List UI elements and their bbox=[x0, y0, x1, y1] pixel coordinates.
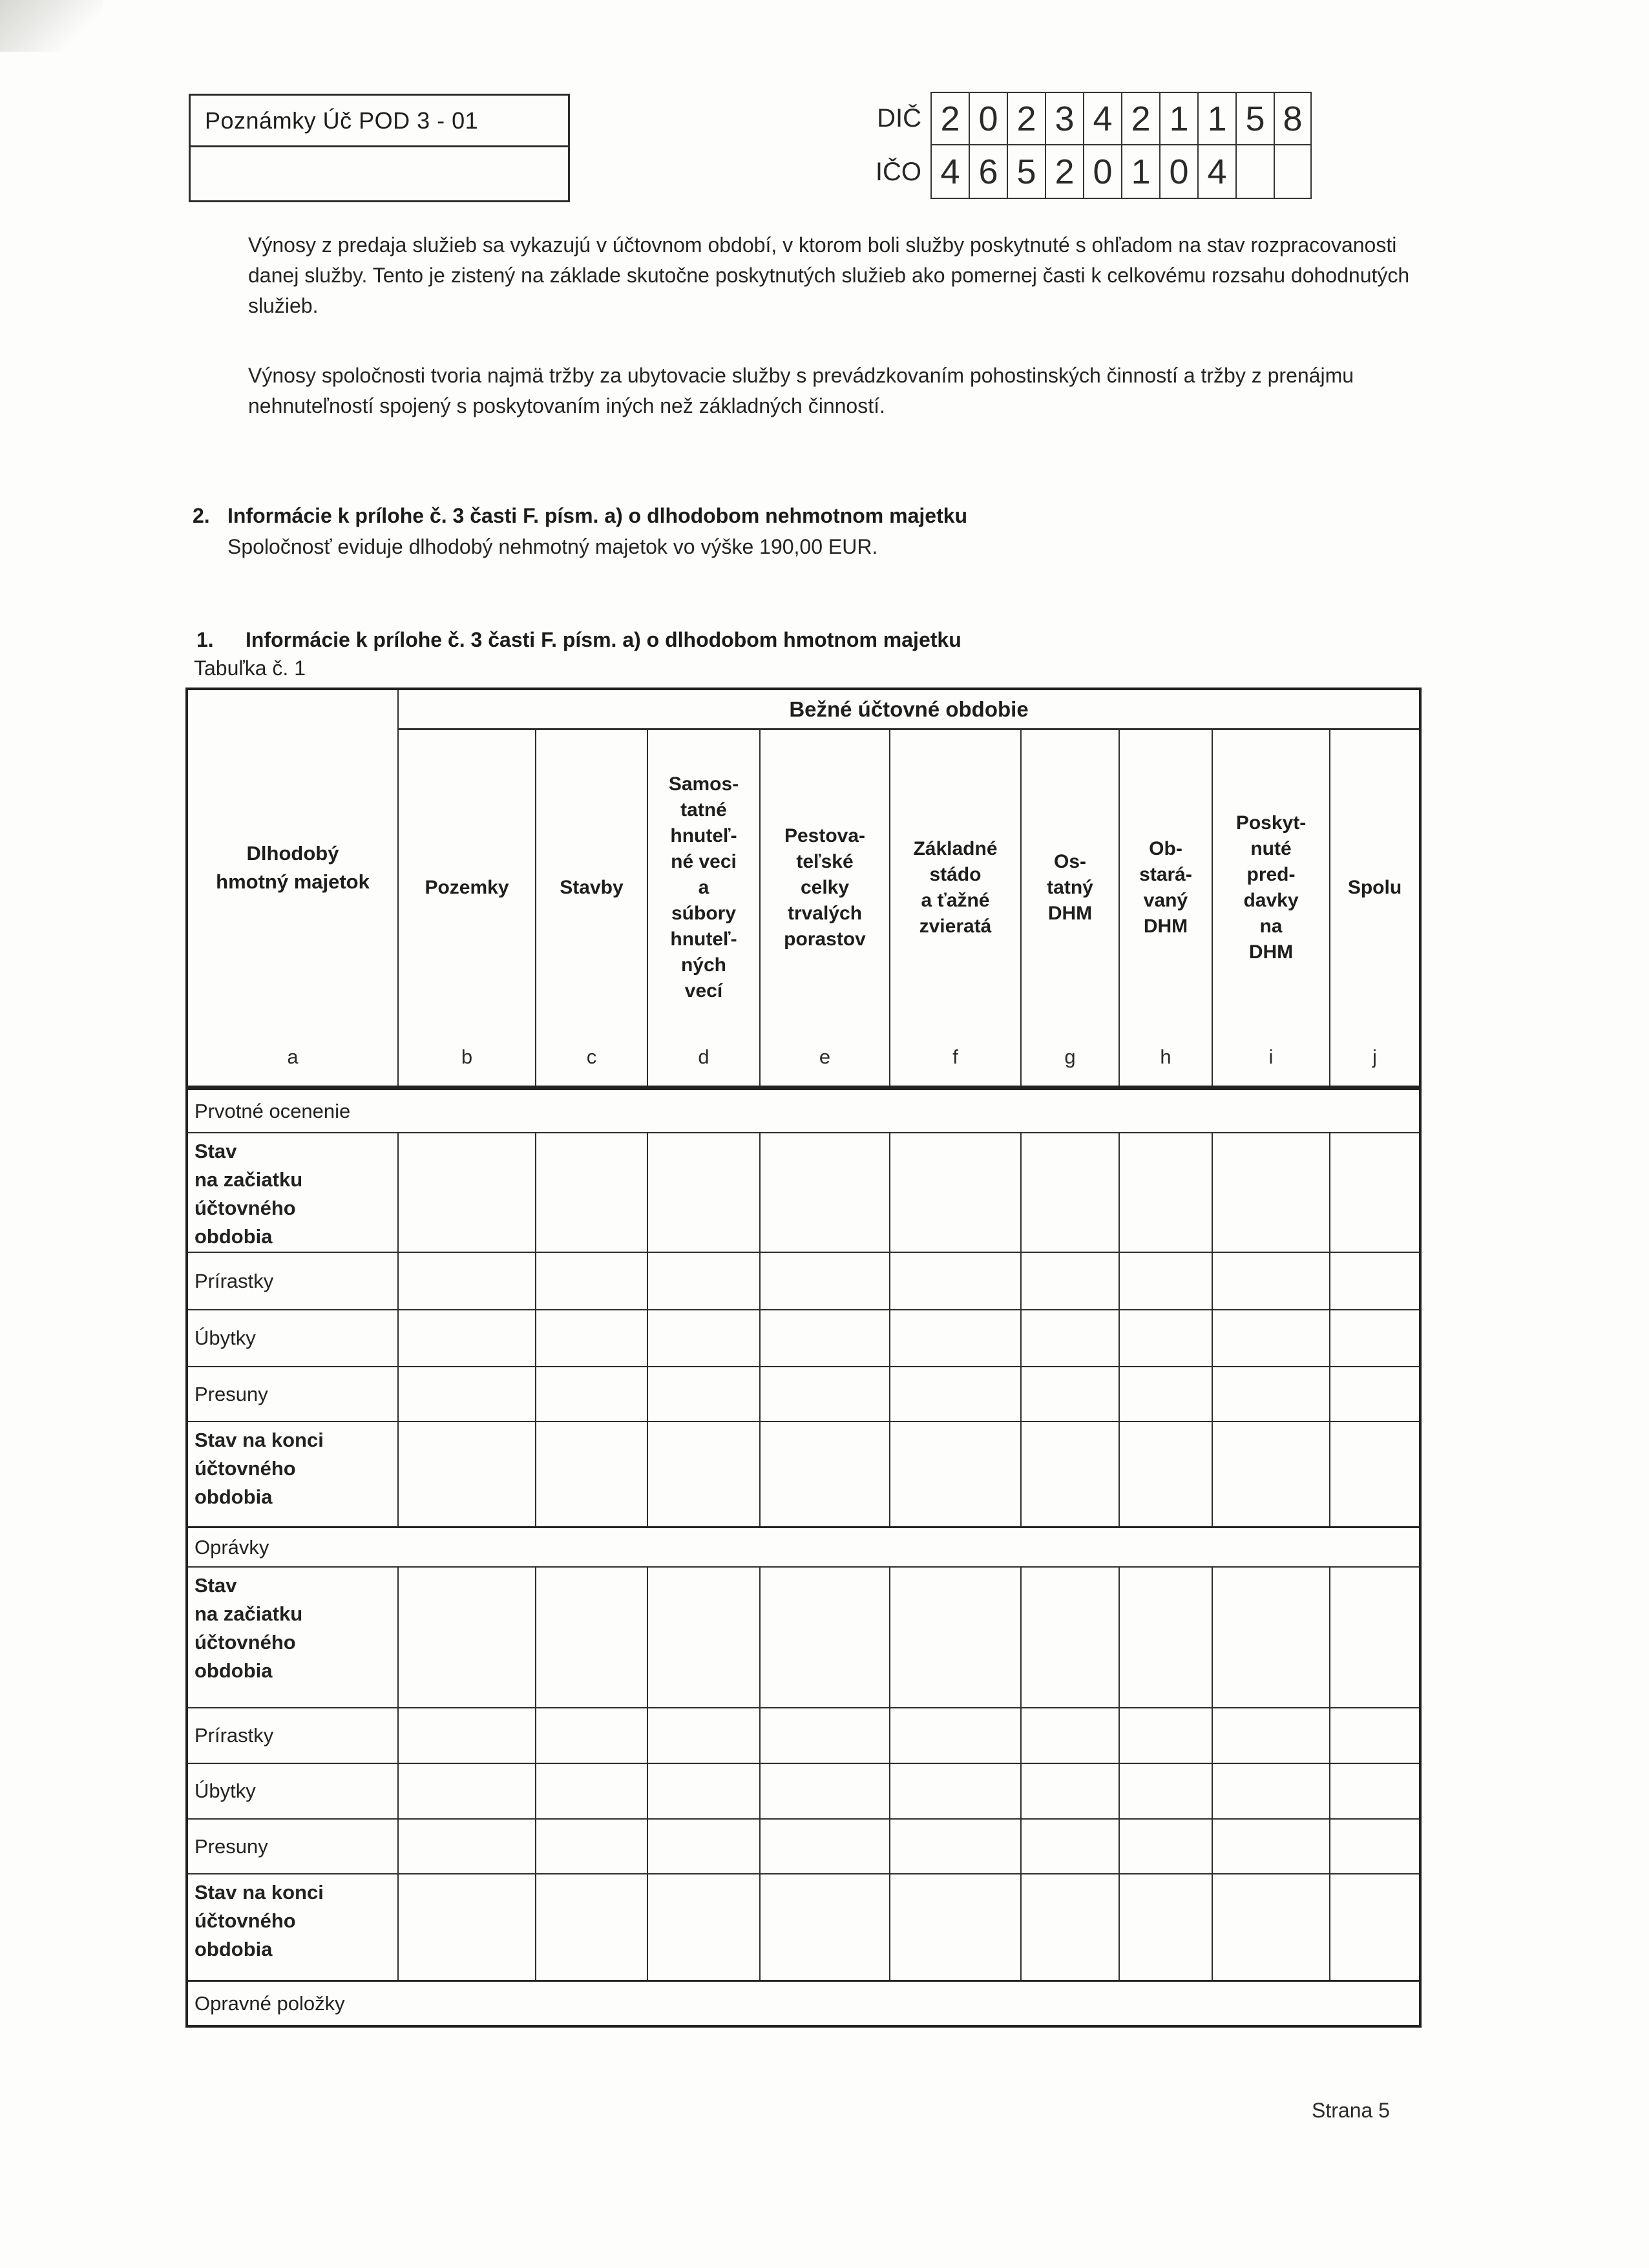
table-row bbox=[188, 1366, 1419, 1421]
data-cell bbox=[648, 1568, 761, 1707]
col-header-g bbox=[1022, 730, 1120, 1086]
data-cell bbox=[890, 1422, 1022, 1526]
col-header-title: Os- tatný DHM bbox=[1047, 851, 1093, 924]
data-cell bbox=[648, 1708, 761, 1763]
col-header-title: Pozemky bbox=[425, 877, 509, 898]
data-cell bbox=[399, 1820, 536, 1873]
data-cell bbox=[1330, 1133, 1419, 1252]
data-cell bbox=[1120, 1568, 1213, 1707]
data-cell bbox=[1120, 1422, 1213, 1526]
col-header-c bbox=[536, 730, 648, 1086]
column-headers bbox=[399, 730, 1419, 1086]
data-cell bbox=[1330, 1820, 1419, 1873]
table-row bbox=[188, 1707, 1419, 1763]
col-header-title: Stavby bbox=[560, 877, 624, 898]
col-header-letter: e bbox=[819, 1045, 831, 1068]
dic-digit-cell: 2 bbox=[930, 92, 969, 145]
data-cell bbox=[399, 1422, 536, 1526]
data-cell bbox=[399, 1367, 536, 1421]
row-label: Prírastky bbox=[188, 1708, 399, 1763]
ico-digit-cell: 0 bbox=[1083, 145, 1121, 199]
dic-digit-grid bbox=[930, 92, 1312, 145]
data-cell bbox=[536, 1708, 648, 1763]
data-cell bbox=[399, 1253, 536, 1309]
dic-row bbox=[832, 92, 1312, 145]
paragraph-revenue-services: Výnosy z predaja služieb sa vykazujú v účtovnom období, v ktorom boli služby poskytnuté s ohľadom na stav rozpracovanosti danej služby. Tento je zistený na základe skutočne poskytnutých služieb ako pomernej časti k celkovému rozsahu dohodnutých služieb. bbox=[248, 233, 1410, 317]
header-right-group bbox=[399, 690, 1419, 1086]
data-cell bbox=[1213, 1133, 1330, 1252]
data-cell bbox=[399, 1133, 536, 1252]
data-cell bbox=[536, 1820, 648, 1873]
form-label: Poznámky Úč POD 3 - 01 bbox=[205, 107, 479, 134]
data-cell bbox=[1213, 1568, 1330, 1707]
data-cell bbox=[648, 1874, 761, 1980]
section-2-body: Spoločnosť eviduje dlhodobý nehmotný majetok vo výške 190,00 EUR. bbox=[227, 535, 878, 558]
table-row bbox=[188, 1763, 1419, 1818]
data-cell bbox=[536, 1568, 648, 1707]
table-row bbox=[188, 1088, 1419, 1132]
data-cell bbox=[1330, 1422, 1419, 1526]
col-header-title: Spolu bbox=[1347, 877, 1402, 898]
table-caption: Tabuľka č. 1 bbox=[194, 656, 306, 680]
ico-digit-cell: 1 bbox=[1121, 145, 1159, 199]
col-header-letter: c bbox=[586, 1045, 597, 1068]
col-header-letter: h bbox=[1160, 1045, 1171, 1068]
data-cell bbox=[1120, 1133, 1213, 1252]
data-cell bbox=[648, 1820, 761, 1873]
data-cell bbox=[648, 1422, 761, 1526]
dic-digit-cell: 3 bbox=[1045, 92, 1083, 145]
data-cell bbox=[890, 1310, 1022, 1366]
data-cell bbox=[1120, 1367, 1213, 1421]
dic-digit-cell: 2 bbox=[1007, 92, 1045, 145]
data-cell bbox=[890, 1367, 1022, 1421]
data-cell bbox=[761, 1367, 890, 1421]
row-label: Oprávky bbox=[194, 1535, 269, 1559]
data-cell bbox=[890, 1874, 1022, 1980]
data-cell bbox=[890, 1568, 1022, 1707]
data-cell bbox=[1330, 1253, 1419, 1309]
data-cell bbox=[1022, 1133, 1120, 1252]
data-cell bbox=[761, 1310, 890, 1366]
table-row bbox=[188, 1421, 1419, 1526]
identification-block bbox=[832, 92, 1312, 199]
table-row bbox=[188, 1309, 1419, 1366]
row-label: Stav na konci účtovného obdobia bbox=[188, 1874, 399, 1980]
col-header-letter: i bbox=[1268, 1045, 1274, 1068]
dhm-table bbox=[185, 688, 1422, 2028]
scan-artifact bbox=[0, 0, 103, 52]
data-cell bbox=[1120, 1820, 1213, 1873]
data-cell bbox=[399, 1568, 536, 1707]
data-cell bbox=[648, 1764, 761, 1818]
corner-header-cell bbox=[188, 690, 399, 1086]
data-cell bbox=[536, 1764, 648, 1818]
table-row bbox=[188, 1980, 1419, 2025]
data-cell bbox=[761, 1820, 890, 1873]
table-row bbox=[188, 1566, 1419, 1707]
ico-digit-cell bbox=[1235, 145, 1274, 199]
ico-digit-cell: 0 bbox=[1159, 145, 1197, 199]
col-header-h bbox=[1120, 730, 1213, 1086]
data-cell bbox=[890, 1820, 1022, 1873]
col-header-letter: g bbox=[1064, 1045, 1076, 1068]
table-row bbox=[188, 1252, 1419, 1309]
row-label: Presuny bbox=[188, 1820, 399, 1873]
ico-digit-cell: 6 bbox=[969, 145, 1007, 199]
data-cell bbox=[761, 1708, 890, 1763]
row-label: Úbytky bbox=[188, 1764, 399, 1818]
col-header-i bbox=[1213, 730, 1330, 1086]
data-cell bbox=[1120, 1764, 1213, 1818]
data-cell bbox=[648, 1133, 761, 1252]
data-cell bbox=[890, 1764, 1022, 1818]
ico-digit-grid bbox=[930, 145, 1312, 199]
row-label: Úbytky bbox=[188, 1310, 399, 1366]
data-cell bbox=[1022, 1874, 1120, 1980]
data-cell bbox=[536, 1874, 648, 1980]
section-1-number: 1. bbox=[196, 628, 214, 651]
dic-label: DIČ bbox=[877, 104, 921, 132]
row-label: Opravné položky bbox=[194, 1991, 345, 2015]
data-cell bbox=[1330, 1764, 1419, 1818]
table-row bbox=[188, 1818, 1419, 1873]
data-cell bbox=[761, 1422, 890, 1526]
col-header-title: Samos- tatné hnuteľ- né veci a súbory hnuteľ- ných vecí bbox=[668, 773, 739, 1002]
data-cell bbox=[1330, 1367, 1419, 1421]
data-cell bbox=[1213, 1253, 1330, 1309]
table-row bbox=[188, 1873, 1419, 1980]
col-header-title: Poskyt- nuté pred- davky na DHM bbox=[1235, 812, 1307, 963]
data-cell bbox=[1022, 1253, 1120, 1309]
data-cell bbox=[761, 1764, 890, 1818]
ico-digit-cell: 2 bbox=[1045, 145, 1083, 199]
col-header-letter: f bbox=[952, 1045, 958, 1068]
row-label: Presuny bbox=[188, 1367, 399, 1421]
data-cell bbox=[1213, 1820, 1330, 1873]
dic-digit-cell: 8 bbox=[1274, 92, 1312, 145]
data-cell bbox=[761, 1568, 890, 1707]
data-cell bbox=[761, 1253, 890, 1309]
data-cell bbox=[1213, 1310, 1330, 1366]
col-header-title: Pestova- teľské celky trvalých porastov bbox=[784, 825, 866, 950]
data-cell bbox=[890, 1133, 1022, 1252]
table-body bbox=[188, 1088, 1419, 2025]
data-cell bbox=[1022, 1568, 1120, 1707]
row-label: Stav na začiatku účtovného obdobia bbox=[188, 1568, 399, 1707]
ico-digit-cell: 5 bbox=[1007, 145, 1045, 199]
section-2-number: 2. bbox=[193, 504, 210, 527]
data-cell bbox=[1213, 1764, 1330, 1818]
data-cell bbox=[1330, 1708, 1419, 1763]
data-cell bbox=[1213, 1874, 1330, 1980]
col-header-d bbox=[648, 730, 761, 1086]
data-cell bbox=[890, 1253, 1022, 1309]
page-number: Strana 5 bbox=[1312, 2099, 1390, 2122]
data-cell bbox=[1022, 1820, 1120, 1873]
ico-digit-cell: 4 bbox=[930, 145, 969, 199]
data-cell bbox=[1022, 1708, 1120, 1763]
ico-digit-cell: 4 bbox=[1197, 145, 1235, 199]
data-cell bbox=[648, 1253, 761, 1309]
data-cell bbox=[399, 1874, 536, 1980]
data-cell bbox=[399, 1708, 536, 1763]
dic-digit-cell: 4 bbox=[1083, 92, 1121, 145]
dic-digit-cell: 2 bbox=[1121, 92, 1159, 145]
col-header-f bbox=[890, 730, 1022, 1086]
data-cell bbox=[761, 1133, 890, 1252]
row-label: Prvotné ocenenie bbox=[194, 1099, 351, 1122]
data-cell bbox=[1120, 1874, 1213, 1980]
table-header bbox=[188, 690, 1419, 1088]
data-cell bbox=[1213, 1367, 1330, 1421]
col-header-letter: d bbox=[698, 1045, 709, 1068]
paragraph-revenue-company: Výnosy spoločnosti tvoria najmä tržby za ubytovacie služby s prevádzkovaním pohostinských činností a tržby z prenájmu nehnuteľností spojený s poskytovaním iných než základných činností. bbox=[248, 364, 1354, 417]
col-header-letter: j bbox=[1372, 1045, 1377, 1068]
dic-digit-cell: 5 bbox=[1235, 92, 1274, 145]
data-cell bbox=[648, 1310, 761, 1366]
section-1-title: Informácie k prílohe č. 3 časti F. písm. a) o dlhodobom hmotnom majetku bbox=[246, 628, 961, 651]
ico-row bbox=[832, 145, 1312, 199]
section-2-title: Informácie k prílohe č. 3 časti F. písm. a) o dlhodobom nehmotnom majetku bbox=[227, 504, 968, 527]
data-cell bbox=[1330, 1874, 1419, 1980]
col-header-j bbox=[1330, 730, 1419, 1086]
data-cell bbox=[1213, 1422, 1330, 1526]
data-cell bbox=[1022, 1764, 1120, 1818]
data-cell bbox=[1022, 1367, 1120, 1421]
data-cell bbox=[536, 1253, 648, 1309]
data-cell bbox=[399, 1764, 536, 1818]
table-row bbox=[188, 1132, 1419, 1252]
ico-label: IČO bbox=[875, 158, 921, 186]
data-cell bbox=[536, 1310, 648, 1366]
data-cell bbox=[648, 1367, 761, 1421]
col-header-letter: b bbox=[461, 1045, 473, 1068]
form-label-row bbox=[191, 96, 568, 147]
col-header-e bbox=[761, 730, 890, 1086]
data-cell bbox=[1120, 1253, 1213, 1309]
col-header-title: Základné stádo a ťažné zvieratá bbox=[913, 838, 998, 937]
row-label: Prírastky bbox=[188, 1253, 399, 1309]
row-label: Stav na konci účtovného obdobia bbox=[188, 1422, 399, 1526]
data-cell bbox=[1120, 1708, 1213, 1763]
col-header-title: Ob- stará- vaný DHM bbox=[1139, 838, 1192, 937]
data-cell bbox=[1022, 1310, 1120, 1366]
band-header: Bežné účtovné obdobie bbox=[399, 690, 1419, 730]
corner-header-title: Dlhodobý hmotný majetok bbox=[216, 842, 370, 893]
col-header-b bbox=[399, 730, 536, 1086]
data-cell bbox=[536, 1367, 648, 1421]
data-cell bbox=[1213, 1708, 1330, 1763]
data-cell bbox=[1022, 1422, 1120, 1526]
table-row bbox=[188, 1526, 1419, 1566]
data-cell bbox=[536, 1422, 648, 1526]
dic-digit-cell: 1 bbox=[1159, 92, 1197, 145]
data-cell bbox=[761, 1874, 890, 1980]
data-cell bbox=[1330, 1568, 1419, 1707]
data-cell bbox=[890, 1708, 1022, 1763]
row-label: Stav na začiatku účtovného obdobia bbox=[188, 1133, 399, 1252]
corner-header-letter: a bbox=[287, 1045, 299, 1068]
dic-digit-cell: 0 bbox=[969, 92, 1007, 145]
ico-digit-cell bbox=[1274, 145, 1312, 199]
data-cell bbox=[1120, 1310, 1213, 1366]
dic-digit-cell: 1 bbox=[1197, 92, 1235, 145]
data-cell bbox=[399, 1310, 536, 1366]
data-cell bbox=[536, 1133, 648, 1252]
data-cell bbox=[1330, 1310, 1419, 1366]
form-label-box bbox=[189, 94, 570, 202]
